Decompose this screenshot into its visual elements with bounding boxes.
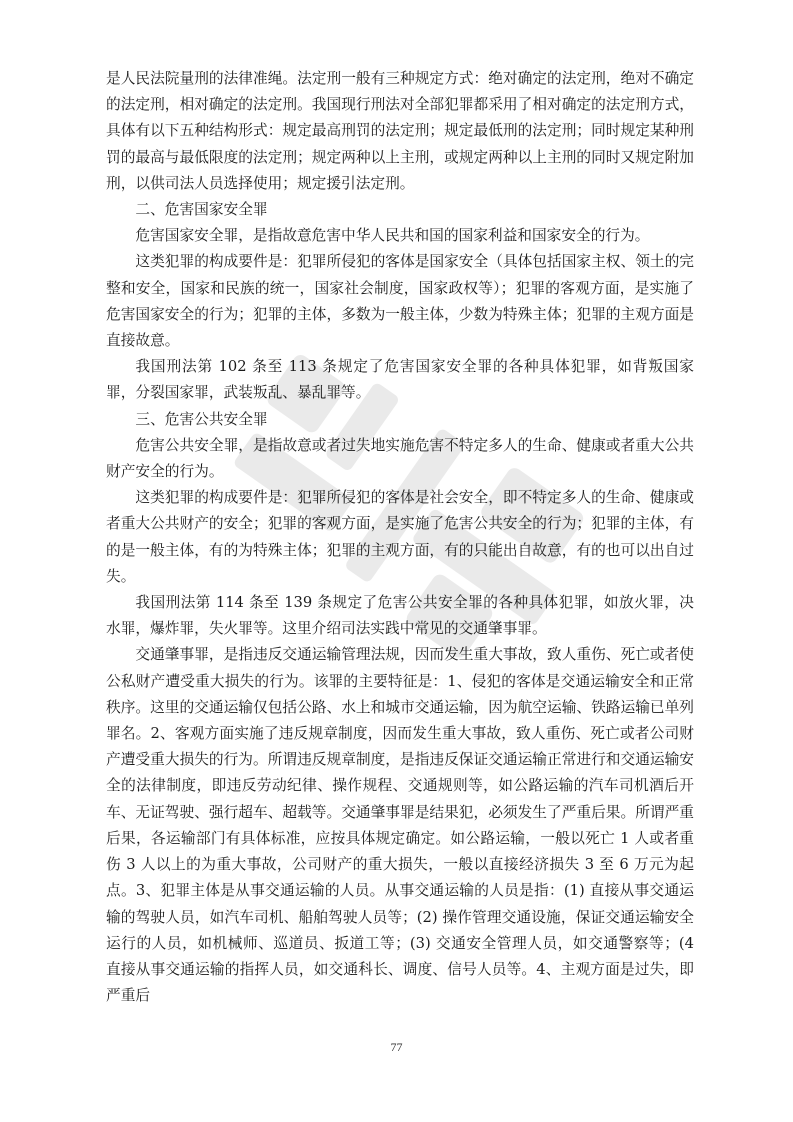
paragraph: 我国刑法第 114 条至 139 条规定了危害公共安全罪的各种具体犯罪，如放火罪，决水罪，爆炸罪，失火罪等。这里介绍司法实践中常见的交通肇事罪。 [106,594,694,638]
paragraph: 这类犯罪的构成要件是：犯罪所侵犯的客体是社会安全，即不特定多人的生命、健康或者重大公共财产的安全；犯罪的客观方面，是实施了危害公共安全的行为；犯罪的主体，有的是一般主体，有的为特殊主体；犯罪的主观方面，有的只能出自故意，有的也可以出自过失。 [106,489,694,585]
paragraph: 这类犯罪的构成要件是：犯罪所侵犯的客体是国家安全（具体包括国家主权、领土的完整和安全，国家和民族的统一，国家社会制度，国家政权等）；犯罪的客观方面，是实施了危害国家安全的行为；犯罪的主体，多数为一般主体，少数为特殊主体；犯罪的主观方面是直接故意。 [106,253,694,350]
paragraph: 危害国家安全罪，是指故意危害中华人民共和国的国家利益和国家安全的行为。 [135,227,650,245]
document-body [106,66,694,1009]
paragraph: 交通肇事罪，是指违反交通运输管理法规，因而发生重大事故，致人重伤、死亡或者使公私财产遭受重大损失的行为。该罪的主要特征是：1、侵犯的客体是交通运输安全和正常秩序。这里的交通运输仅包括公路、水上和城市交通运输，因为航空运输、铁路运输已单列罪名。2、客观方面实施了违反规章制度，因而发生重大事故，致人重伤、死亡或者公司财产遭受重大损失的行为。所谓违反规章制度，是指违反保证交通运输正常进行和交通运输安全的法律制度，即违反劳动纪律、操作规程、交通规则等，如公路运输的汽车司机酒后开车、无证驾驶、强行超车、超载等。交通肇事罪是结果犯，必须发生了严重后果。所谓严重后果，各运输部门有具体标准，应按具体规定确定。如公路运输，一般以死亡 1 人或者重伤 3 人以上的为重大事故，公司财产的重大损失，一般以直接经济损失 3 至 6 万元为起点。3、犯罪主体是从事交通运输的人员。从事交通运输的人员是指：(1) 直接从事交通运输的驾驶人员，如汽车司机、船舶驾驶人员等；(2) 操作管理交通设施，保证交通运输安全运行的人员，如机械师、巡道员、扳道工等；(3) 交通安全管理人员，如交通警察等；(4 直接从事交通运输的指挥人员，如交通科长、调度、信号人员等。4、主观方面是过失，即严重后 [106,646,694,1005]
paragraph: 我国刑法第 102 条至 113 条规定了危害国家安全罪的各种具体犯罪，如背叛国家罪，分裂国家罪，武装叛乱、暴乱罪等。 [106,358,694,402]
page-number: 77 [390,1040,403,1054]
paragraph: 是人民法院量刑的法律准绳。法定刑一般有三种规定方式：绝对确定的法定刑，绝对不确定的法定刑，相对确定的法定刑。我国现行刑法对全部犯罪都采用了相对确定的法定刑方式，具体有以下五种结构形式：规定最高刑罚的法定刑；规定最低刑的法定刑；同时规定某种刑罚的最高与最低限度的法定刑；规定两种以上主刑，或规定两种以上主刑的同时又规定附加刑，以供司法人员选择使用；规定援引法定刑。 [106,70,694,192]
section-heading: 三、危害公共安全罪 [135,410,268,428]
paragraph: 危害公共安全罪，是指故意或者过失地实施危害不特定多人的生命、健康或者重大公共财产安全的行为。 [106,436,694,481]
section-heading: 二、危害国家安全罪 [135,201,268,219]
